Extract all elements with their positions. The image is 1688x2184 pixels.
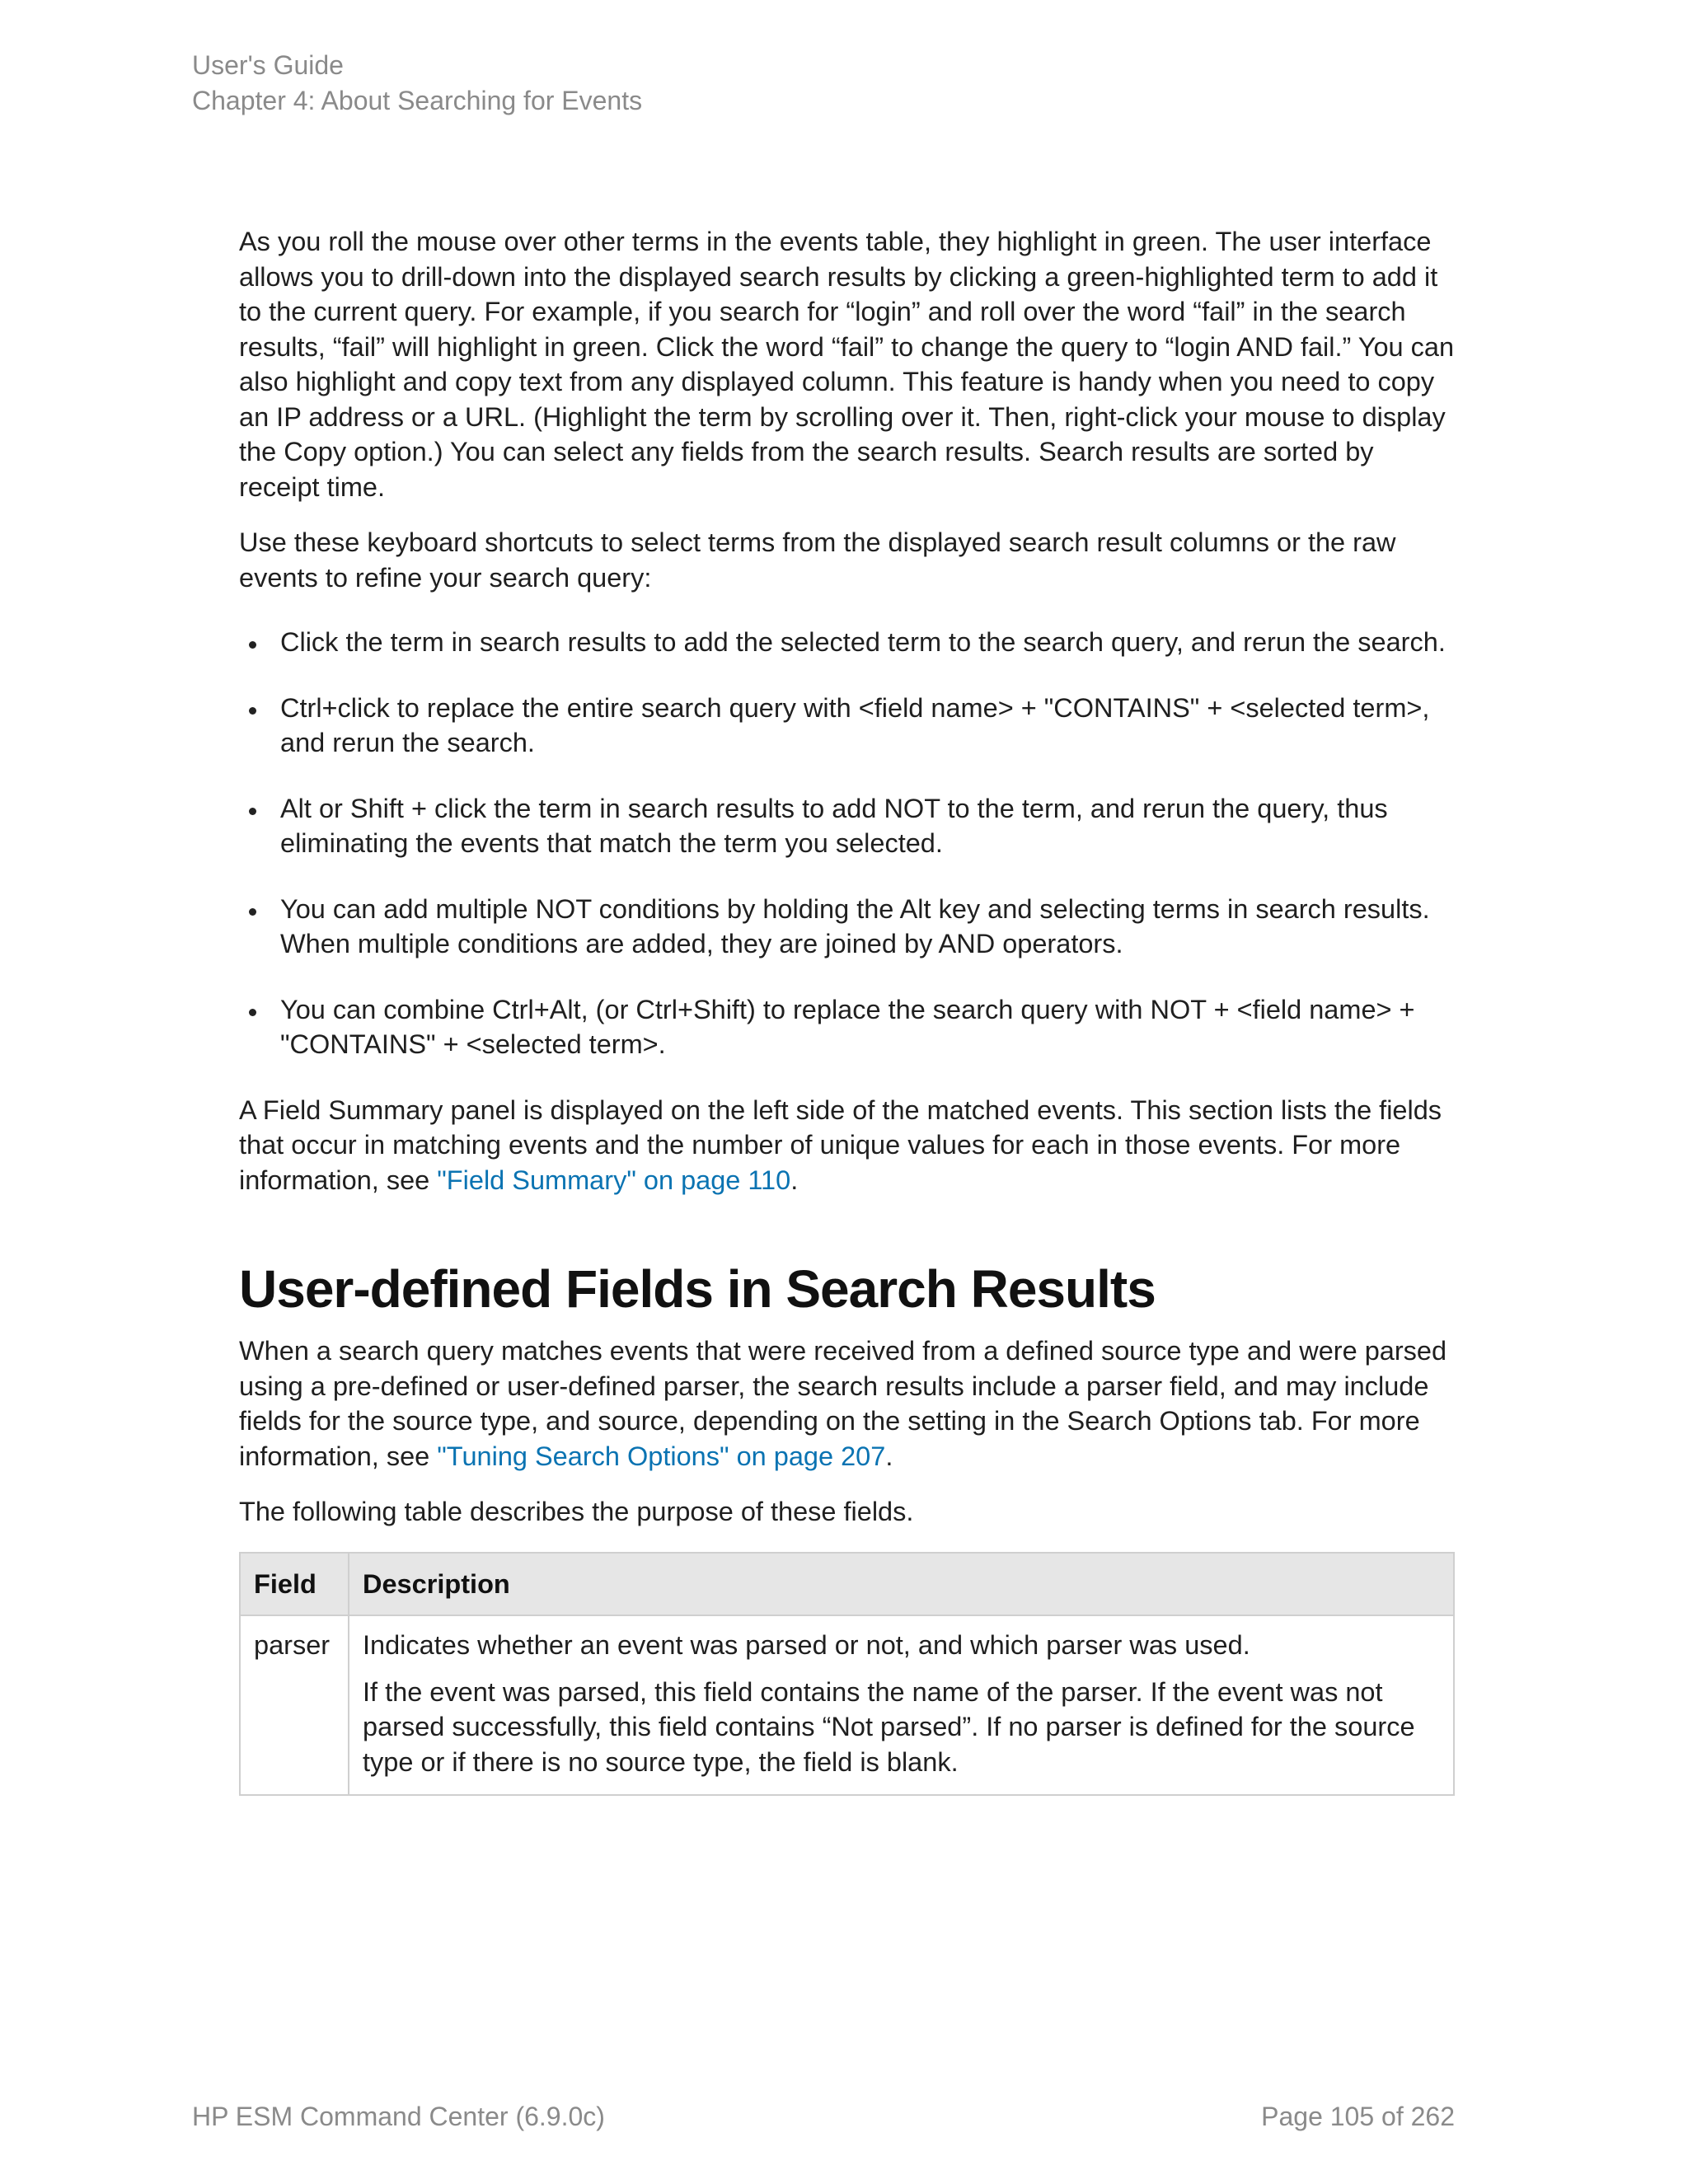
column-header-field: Field <box>240 1553 349 1616</box>
running-header <box>192 48 642 119</box>
list-item: Alt or Shift + click the term in search results to add NOT to the term, and rerun the query, thus eliminating the events that match the term you selected. <box>239 791 1455 861</box>
footer-product: HP ESM Command Center (6.9.0c) <box>192 2102 605 2131</box>
section-title: User-defined Fields in Search Results <box>239 1259 1156 1319</box>
field-summary-paragraph <box>239 1093 1455 1198</box>
section-paragraph <box>239 1333 1455 1474</box>
table-header-row <box>240 1553 1454 1616</box>
shortcuts-intro: Use these keyboard shortcuts to select terms from the displayed search result columns or the raw events to refine your search query: <box>239 527 1396 593</box>
description-line: Indicates whether an event was parsed or not, and which parser was used. <box>363 1630 1250 1660</box>
list-item: Ctrl+click to replace the entire search query with <field name> + "CONTAINS" + <selected term>, and rerun the search. <box>239 691 1455 761</box>
shortcuts-list <box>239 625 1455 1062</box>
list-item: You can combine Ctrl+Alt, (or Ctrl+Shift) to replace the search query with NOT + <field name> + "CONTAINS" + <selected term>. <box>239 992 1455 1062</box>
field-summary-link[interactable]: "Field Summary" on page 110 <box>437 1165 791 1195</box>
description-line: If the event was parsed, this field contains the name of the parser. If the event was not parsed successfully, this field contains “Not parsed”. If no parser is defined for the source type or if there is no source type, the field is blank. <box>363 1676 1415 1777</box>
field-summary-end: . <box>790 1165 799 1195</box>
intro-paragraph: As you roll the mouse over other terms in the events table, they highlight in green. The user interface allows you to drill-down into the displayed search results by clicking a green-highlighted term to add it to the current query. For example, if you search for “login” and roll over the word “fail” in the search results, “fail” will highlight in green. Click the word “fail” to change the query to “login AND fail.” You can also highlight and copy text from any displayed column. This feature is handy when you need to copy an IP address or a URL. (Highlight the term by scrolling over it. Then, right-click your mouse to display the Copy option.) You can select any fields from the search results. Search results are sorted by receipt time. <box>239 227 1455 502</box>
table-cell-description <box>349 1615 1454 1795</box>
table-intro: The following table describes the purpose of these fields. <box>239 1497 914 1526</box>
field-summary-text: A Field Summary panel is displayed on the left side of the matched events. This section lists the fields that occur in matching events and the number of unique values for each in those events. For more information, see <box>239 1094 1442 1195</box>
table-cell-field: parser <box>240 1615 349 1795</box>
list-item: You can add multiple NOT conditions by holding the Alt key and selecting terms in search results. When multiple conditions are added, they are joined by AND operators. <box>239 892 1455 962</box>
section-paragraph-end: . <box>885 1441 893 1471</box>
table-row <box>240 1615 1454 1795</box>
guide-title: User's Guide <box>192 50 344 80</box>
tuning-search-options-link[interactable]: "Tuning Search Options" on page 207 <box>437 1441 886 1471</box>
fields-table <box>239 1552 1455 1797</box>
section-paragraph-text: When a search query matches events that were received from a defined source type and were parsed using a pre-defined or user-defined parser, the search results include a parser field, and may include fields for the source type, and source, depending on the setting in the Search Options tab. For more information, see <box>239 1336 1447 1471</box>
list-item: Click the term in search results to add the selected term to the search query, and rerun the search. <box>239 625 1455 660</box>
chapter-title: Chapter 4: About Searching for Events <box>192 86 643 115</box>
footer-page-number: Page 105 of 262 <box>1261 2102 1455 2131</box>
column-header-description: Description <box>349 1553 1454 1616</box>
page-content <box>239 224 1455 1796</box>
